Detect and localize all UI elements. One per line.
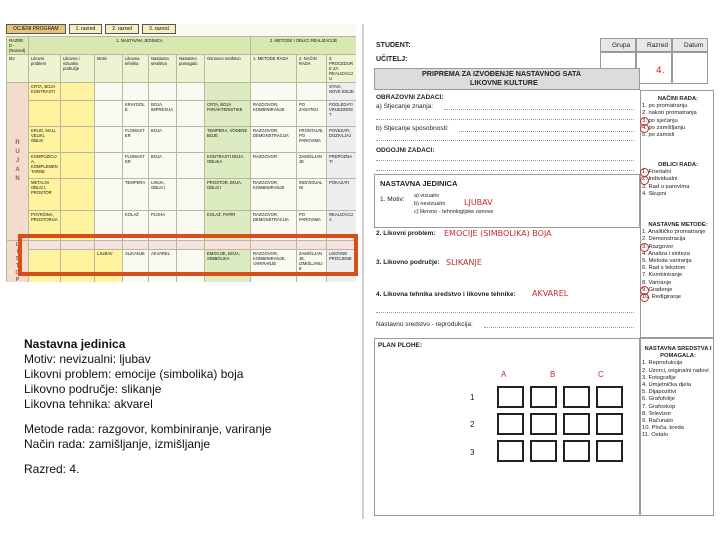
col-head: Motiv [95, 55, 123, 83]
col-head: 2. NAČIN RADA [297, 55, 327, 83]
title-line-1: PRIPREMA ZA IZVOĐENJE NASTAVNOG SATA [422, 69, 582, 78]
section-metode: 2. METODE I OBLICI REALIZACIJE [251, 37, 357, 55]
plan-col-c: C [598, 370, 604, 379]
col-head: Likovni problem [29, 55, 61, 83]
tab-grade-3[interactable]: 3. razred [142, 24, 176, 34]
plan-cell[interactable] [530, 440, 557, 462]
obrazovni-label: OBRAZOVNI ZADACI: [376, 94, 444, 101]
list-item: 6. Grafofolije [642, 396, 675, 403]
side-label-month-2: L I S T O P [7, 241, 29, 283]
nastavna-sredstva-list: NASTAVNA SREDSTVA I POMAGALA: 1. Reprodukcija 2. Uzorci, originalni radovi 3. Fotografije 4. Umjetnička djela 5. Dijapozitivi 6. Grafofolije 7. Grafoskop 8. Televizor 9. Računalo 10. Ploča, kreda 11. Ostalo [642, 346, 714, 440]
col-head: Osnovno sredstvo [205, 55, 251, 83]
summary-metode: Metode rada: razgovor, kombiniranje, variranje [24, 422, 272, 436]
col-head: Likovna tehnika [123, 55, 149, 83]
tab-program[interactable]: OCJENI PROGRAM [6, 24, 66, 34]
list-item: 2. Uzorci, originalni radovi [642, 367, 709, 374]
table-row: METALNI OBLICI, PROSTOR TEMPERA LINIJA, OBLICI PROSTOR, BOJA, OBLICI RAZGOVOR, KOMBINIRANJE INDIVIDUALNI POKAZATI [7, 179, 357, 211]
col-head: Nastavna sredstva [149, 55, 177, 83]
list-item: 3. Razgovor [642, 243, 674, 250]
selected-mark [640, 293, 649, 302]
list-item: 3. po sjećanju [642, 117, 678, 124]
plan-col-a: A [501, 370, 507, 379]
list-item: 2. nakon promatranja [642, 110, 697, 117]
list-item: 8. Televizor [642, 410, 672, 417]
plan-cell[interactable] [497, 386, 524, 408]
plan-cell[interactable] [530, 386, 557, 408]
col-grupa: Grupa [612, 42, 631, 49]
motiv-label: 1. Motiv: [380, 196, 405, 203]
list-item: 1. Reprodukcija [642, 360, 683, 367]
motiv-value: LJUBAV [464, 198, 493, 207]
col-head: Nastavno pomagalo [177, 55, 205, 83]
plan-cell[interactable] [596, 440, 623, 462]
nastavno-sredstvo-label: Nastavno sredstvo - reprodukcija: [376, 321, 473, 328]
obrazovni-a: a) Stjecanje znanja: [376, 103, 434, 110]
summary-motiv: Motiv: nevizualni: ljubav [24, 352, 151, 366]
datum-field[interactable] [672, 52, 708, 84]
tab-grade-1[interactable]: 1. razred [69, 24, 103, 34]
list-item: 4. Umjetnička djela [642, 382, 691, 389]
plan-col-b: B [550, 370, 556, 379]
plan-cell[interactable] [497, 413, 524, 435]
plan-plohe-label: PLAN PLOHE: [378, 342, 423, 349]
list-item: 9. Računalo [642, 418, 673, 425]
highlighted-row: LJUBAV SLIKANJE AKVAREL EMOCIJE, BOJA, SIMBOLIKA RAZGOVOR, KOMBINIRANJE, VARIRANJE ZAMIŠLJANJE, IZMIŠLJANJE LIKOVNE PROCJENE [7, 250, 357, 282]
tehnika-value: AKVAREL [532, 289, 569, 298]
plan-cell[interactable] [563, 413, 590, 435]
summary-podrucje: Likovno područje: slikanje [24, 382, 162, 396]
list-item: 5. po zamisli [642, 132, 675, 139]
summary-title: Nastavna jedinica [24, 337, 126, 351]
razred-cell: RAZRED - (Razred) [7, 37, 29, 55]
list-item: 7. Grafoskop [642, 403, 676, 410]
oblici-rada-list: OBLICI RADA: 1. Frontalni 2. Individualni 3. Rad u parovima 4. Skupni [642, 162, 714, 198]
problem-label: 2. Likovni problem: [376, 230, 436, 237]
podrucje-value: SLIKANJE [446, 258, 482, 267]
list-item: 9. Građenje [642, 286, 673, 293]
motiv-option-c: c) likovno - tehnologijske osnove [414, 209, 494, 215]
table-row: KRAYDOLE BOJA, IMPRESIJA CRTA, BOJA PARAKTERISTIKE RAZGOVOR, KOMBINIRANJE PO ZADATKU POGLEDATI VRIJEDNOST [7, 101, 357, 127]
motiv-option-b: b) nevizualni [414, 201, 445, 207]
list-item: 10. Ploča, kreda [642, 425, 684, 432]
plan-cell[interactable] [563, 386, 590, 408]
tab-grade-2[interactable]: 2. razred [105, 24, 139, 34]
nacini-rada-list: NAČINI RADA: 1. po promatranju 2. nakon promatranja 3. po sjećanju 4. po zamišljanju 5. po zamisli [642, 96, 714, 139]
list-item: 3. Rad u parovima [642, 183, 690, 190]
table-row: KOMPOZICIJA, KOMPLEMENTARNE FLOMASTER BOJA KONTRASTI BOJA, OBLIKA RAZGOVOR ZAMIŠLJANJE PREPOZNATI [7, 153, 357, 179]
list-item: 10. Redigiranje [642, 294, 681, 301]
list-item: 3. Fotografije [642, 374, 676, 381]
summary-razred: Razred: 4. [24, 462, 80, 476]
title-line-2: LIKOVNE KULTURE [470, 78, 538, 87]
list-item: 2. Demonstracija [642, 236, 686, 243]
student-label: STUDENT: [376, 42, 411, 49]
problem-value: EMOCIJE (SIMBOLIKA) BOJA [444, 229, 552, 238]
col-datum: Datum [684, 42, 704, 49]
nastavne-metode-list: NASTAVNE METODE: 1. Analitičko promatranje 2. Demonstracija 3. Razgovor 4. Analiza i sinteza 5. Metoda variranja 6. Rad s tekstom 7. Kombiniranje 8. Variranje 9. Građenje 10. Redigiranje [642, 222, 714, 301]
summary-problem: Likovni problem: emocije (simbolika) boja [24, 367, 244, 381]
list-item: 7. Kombiniranje [642, 272, 683, 279]
table-row: R U J A N CRTA, BOJA KONTRASTI STAVI, NOVE IDEJE [7, 83, 357, 101]
list-item: 8. Variranje [642, 279, 672, 286]
list-item: 2. Individualni [642, 176, 678, 183]
obrazovni-b: b) Stjecanje sposobnosti: [376, 125, 449, 132]
list-item: 1. Analitičko promatranje [642, 229, 706, 236]
col-head: 1. METODE RADA [251, 55, 297, 83]
plan-cell[interactable] [596, 386, 623, 408]
plan-cell[interactable] [497, 440, 524, 462]
table-row: POVRŠINA, PROSTORIJA KOLAŽ PLOHA KOLAŽ, PAPIR RAZGOVOR, DEMONSTRACIJA PO PAROVIMA REALIZACIJA [7, 211, 357, 241]
plan-cell[interactable] [530, 413, 557, 435]
list-item: 5. Dijapozitivi [642, 389, 677, 396]
plan-row-3: 3 [470, 448, 475, 457]
list-item: 6. Rad s tekstom [642, 265, 686, 272]
plan-cell[interactable] [596, 413, 623, 435]
list-item: 1. Frontalni [642, 169, 671, 176]
selected-mark [640, 243, 649, 252]
side-label-month: R U J A N [7, 83, 29, 241]
razred-field[interactable] [636, 52, 672, 84]
table-cell: CRTA, BOJA KONTRASTI [29, 83, 61, 101]
motiv-option-a: a) vizualni [414, 193, 439, 199]
table-row: KRUG, MALI, VELIKI, OBLIK FLOMASTER BOJA TEMPERA, VODENE BOJE RAZGOVOR, DEMONSTRACIJA FRONTALNI, PO PAROVIMA POVEZATI, DOZIVLJAJ [7, 127, 357, 153]
col-head: Likovno i vizualno područje [61, 55, 95, 83]
col-razred: Razred [647, 42, 668, 49]
highlight-frame [18, 234, 358, 276]
lesson-worksheet [362, 24, 714, 519]
col-head: MJ [7, 55, 29, 83]
selected-mark [640, 176, 649, 185]
ucitelj-label: UČITELJ: [376, 56, 408, 63]
tehnika-label: 4. Likovna tehnika sredstvo i likovne tehnike: [376, 291, 516, 298]
program-tabs [6, 24, 356, 34]
col-head: 3. PROCEDURE ZA REALIZACIJU [327, 55, 357, 83]
list-item: 4. po zamišljanju [642, 124, 686, 131]
list-item: 4. Skupni [642, 190, 667, 197]
plan-row-1: 1 [470, 393, 475, 402]
column-header-row [7, 55, 357, 83]
list-item: 11. Ostalo [642, 432, 668, 439]
podrucje-label: 3. Likovno područje: [376, 259, 440, 266]
list-item: 4. Analiza i sinteza [642, 250, 691, 257]
plan-row-2: 2 [470, 420, 475, 429]
razred-value: 4. [656, 66, 665, 76]
summary-tehnika: Likovna tehnika: akvarel [24, 397, 153, 411]
section-nastavna-jedinica: 1. NASTAVNA JEDINICA [29, 37, 251, 55]
odgojni-label: ODGOJNI ZADACI: [376, 147, 435, 154]
selected-mark [640, 124, 649, 133]
nastavna-jedinica-label: NASTAVNA JEDINICA [380, 179, 458, 188]
lesson-summary [24, 337, 324, 477]
summary-nacin: Način rada: zamišljanje, izmišljanje [24, 437, 211, 451]
plan-cell[interactable] [563, 440, 590, 462]
list-item: 5. Metoda variranja [642, 258, 692, 265]
list-item: 1. po promatranju [642, 103, 688, 110]
